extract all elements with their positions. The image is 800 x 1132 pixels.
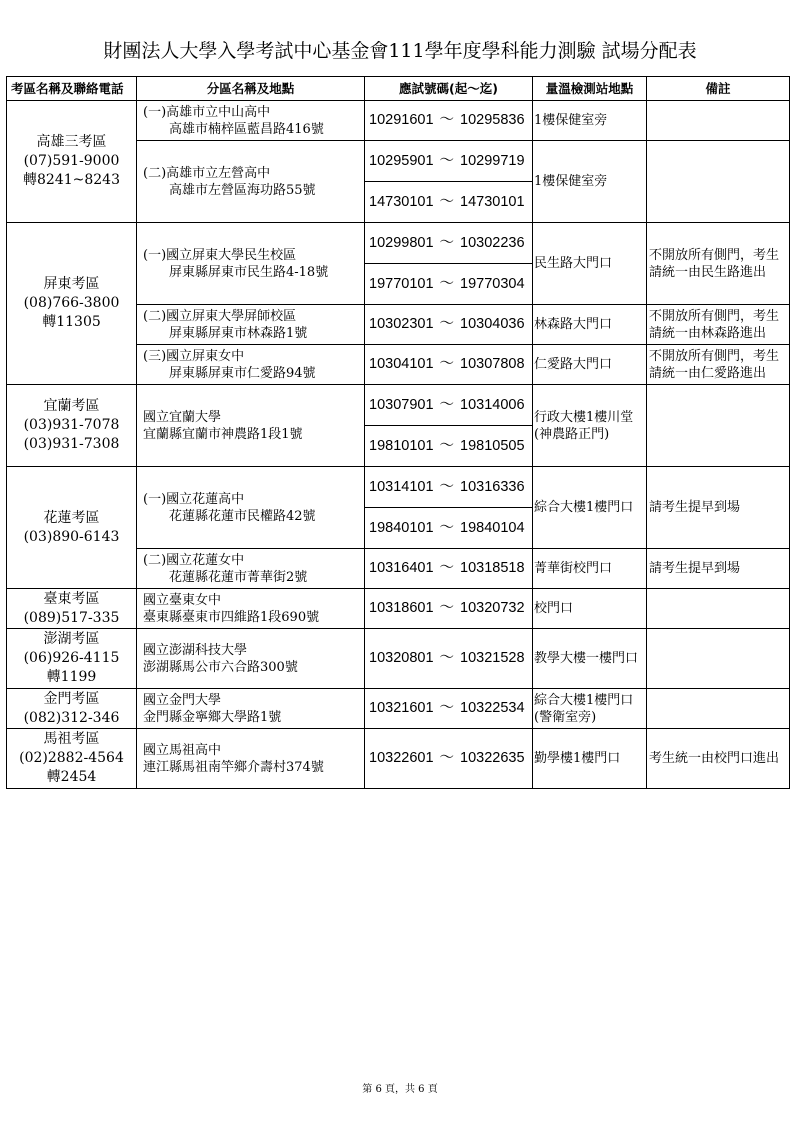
temp-station-cell xyxy=(533,305,647,345)
note-line: 不開放所有側門，考生 xyxy=(649,247,780,263)
temp-station-cell xyxy=(533,385,647,467)
site-name: 國立金門大學 xyxy=(143,692,222,708)
area-ext: 轉2454 xyxy=(46,769,97,785)
range-tilde: ～ xyxy=(439,600,455,616)
temp-station: 1樓保健室旁 xyxy=(534,174,608,189)
table-row xyxy=(7,385,790,426)
range-cell xyxy=(365,689,533,729)
range-cell xyxy=(365,141,533,182)
area-phone: (08)766-3800 xyxy=(23,295,120,311)
table-row xyxy=(7,589,790,629)
temp-station-cell xyxy=(533,101,647,141)
range-tilde: ～ xyxy=(439,478,455,495)
area-cell xyxy=(7,729,137,789)
site-address: 屏東縣屏東市民生路4-18號 xyxy=(169,264,329,280)
range-cell xyxy=(365,467,533,508)
site-name: (二)國立花蓮女中 xyxy=(143,552,245,568)
range-cell xyxy=(365,508,533,549)
range-end: 19840104 xyxy=(460,519,525,536)
temp-station-cell xyxy=(533,629,647,689)
range-tilde: ～ xyxy=(439,700,455,716)
range-tilde: ～ xyxy=(439,650,455,666)
area-name: 臺東考區 xyxy=(43,590,100,607)
area-ext: 轉1199 xyxy=(46,669,97,685)
range-tilde: ～ xyxy=(439,234,455,251)
area-phone: (07)591-9000 xyxy=(23,153,120,169)
range-tilde: ～ xyxy=(439,112,455,128)
range-end: 10322534 xyxy=(460,700,525,716)
table-row xyxy=(7,629,790,689)
temp-station-cell xyxy=(533,223,647,305)
area-name: 宜蘭考區 xyxy=(43,398,100,414)
area-cell xyxy=(7,467,137,589)
area-name: 屏東考區 xyxy=(43,276,100,292)
temp-station: 行政大樓1樓川堂 xyxy=(534,409,634,425)
area-name: 高雄三考區 xyxy=(36,134,107,150)
table-row xyxy=(7,729,790,789)
temp-station: 仁愛路大門口 xyxy=(534,357,613,372)
site-address: 花蓮縣花蓮市民權路42號 xyxy=(169,508,316,524)
site-cell xyxy=(137,629,365,689)
site-address: 臺東縣臺東市四維路1段690號 xyxy=(143,609,320,625)
site-name: 國立臺東女中 xyxy=(143,592,222,608)
temp-station-cell xyxy=(533,589,647,629)
range-tilde: ～ xyxy=(439,316,455,332)
site-address: 連江縣馬祖南竿鄉介壽村374號 xyxy=(143,759,324,775)
table-row xyxy=(7,689,790,729)
temp-station-cell xyxy=(533,345,647,385)
area-cell xyxy=(7,589,137,629)
area-phone: (089)517-335 xyxy=(23,609,120,626)
range-tilde: ～ xyxy=(439,519,455,536)
note-cell xyxy=(647,689,790,729)
area-ext: 轉11305 xyxy=(42,314,101,330)
site-name: (二)國立屏東大學屏師校區 xyxy=(143,308,297,324)
site-cell xyxy=(137,345,365,385)
range-start: 10321601 xyxy=(369,700,434,716)
range-cell xyxy=(365,549,533,589)
site-name: 國立宜蘭大學 xyxy=(143,409,222,425)
range-end: 14730101 xyxy=(460,193,525,210)
area-ext: 轉8241~8243 xyxy=(23,172,120,188)
range-start: 10291601 xyxy=(369,112,434,128)
area-name: 馬祖考區 xyxy=(43,731,100,747)
range-cell xyxy=(365,629,533,689)
range-end: 10321528 xyxy=(460,650,525,666)
range-start: 10302301 xyxy=(369,316,434,332)
temp-station-sub: (神農路正門) xyxy=(534,426,610,442)
range-start: 10299801 xyxy=(369,234,434,251)
range-end: 10314006 xyxy=(460,396,525,413)
range-tilde: ～ xyxy=(439,152,455,169)
site-name: (二)高雄市立左營高中 xyxy=(143,165,271,181)
range-start: 10318601 xyxy=(369,600,434,616)
range-cell xyxy=(365,345,533,385)
site-address: 高雄市楠梓區藍昌路416號 xyxy=(169,121,324,137)
temp-station: 綜合大樓1樓門口 xyxy=(534,500,634,515)
range-start: 19770101 xyxy=(369,275,434,292)
range-start: 10307901 xyxy=(369,396,434,413)
range-start: 19840101 xyxy=(369,519,434,536)
site-cell xyxy=(137,223,365,305)
range-end: 19770304 xyxy=(460,275,525,292)
range-tilde: ～ xyxy=(439,560,455,576)
note-cell xyxy=(647,141,790,223)
temp-station-cell xyxy=(533,141,647,223)
note-cell xyxy=(647,729,790,789)
range-tilde: ～ xyxy=(439,193,455,210)
range-start: 14730101 xyxy=(369,193,434,210)
site-address: 宜蘭縣宜蘭市神農路1段1號 xyxy=(143,426,303,442)
note-cell xyxy=(647,385,790,467)
range-tilde: ～ xyxy=(439,437,455,454)
area-phone: (06)926-4115 xyxy=(23,650,120,666)
range-end: 10316336 xyxy=(460,478,525,495)
header-range: 應試號碼(起～迄) xyxy=(365,77,533,101)
note-cell xyxy=(647,101,790,141)
site-name: 國立澎湖科技大學 xyxy=(143,642,248,658)
note-line: 不開放所有側門，考生 xyxy=(649,348,780,364)
range-end: 10318518 xyxy=(460,560,525,576)
temp-station: 林森路大門口 xyxy=(534,317,613,332)
note-line: 請統一由仁愛路進出 xyxy=(649,365,767,381)
site-name: (三)國立屏東女中 xyxy=(143,348,245,364)
range-cell xyxy=(365,305,533,345)
site-address: 金門縣金寧鄉大學路1號 xyxy=(143,709,282,725)
note-cell xyxy=(647,223,790,305)
area-name: 花蓮考區 xyxy=(43,509,100,526)
range-cell xyxy=(365,182,533,223)
range-start: 10295901 xyxy=(369,152,434,169)
site-name: 國立馬祖高中 xyxy=(143,742,222,758)
temp-station-cell xyxy=(533,549,647,589)
note-cell xyxy=(647,305,790,345)
range-cell xyxy=(365,729,533,789)
header-temp-station: 量溫檢測站地點 xyxy=(533,77,647,101)
range-end: 10304036 xyxy=(460,316,525,332)
range-cell xyxy=(365,101,533,141)
range-end: 10299719 xyxy=(460,152,525,169)
note-cell xyxy=(647,467,790,549)
range-end: 10295836 xyxy=(460,112,525,128)
area-cell xyxy=(7,385,137,467)
page-title: 財團法人大學入學考試中心基金會111學年度學科能力測驗 試場分配表 xyxy=(103,40,697,62)
header-site: 分區名稱及地點 xyxy=(137,77,365,101)
range-end: 10320732 xyxy=(460,600,525,616)
table-row xyxy=(7,223,790,264)
site-cell xyxy=(137,589,365,629)
site-address: 高雄市左營區海功路55號 xyxy=(169,182,316,198)
note-line: 不開放所有側門，考生 xyxy=(649,308,780,324)
note-cell xyxy=(647,629,790,689)
temp-station: 校門口 xyxy=(534,601,574,616)
note-cell xyxy=(647,589,790,629)
area-cell xyxy=(7,689,137,729)
site-address: 屏東縣屏東市林森路1號 xyxy=(169,325,308,341)
note-line: 考生統一由校門口進出 xyxy=(649,751,780,766)
range-end: 10322635 xyxy=(460,750,525,766)
range-end: 10302236 xyxy=(460,234,525,251)
header-area: 考區名稱及聯絡電話 xyxy=(7,77,137,101)
range-start: 10322601 xyxy=(369,750,434,766)
range-tilde: ～ xyxy=(439,396,455,413)
note-line: 請考生提早到場 xyxy=(649,500,741,515)
site-cell xyxy=(137,729,365,789)
range-start: 10320801 xyxy=(369,650,434,666)
table-row xyxy=(7,101,790,141)
site-name: (一)高雄市立中山高中 xyxy=(143,104,271,120)
area-phone: (03)890-6143 xyxy=(23,528,120,545)
range-cell xyxy=(365,385,533,426)
exam-site-table xyxy=(6,76,790,789)
temp-station: 教學大樓一樓門口 xyxy=(534,651,639,666)
range-tilde: ～ xyxy=(439,356,455,372)
site-address: 花蓮縣花蓮市菁華街2號 xyxy=(169,569,308,585)
header-notes: 備註 xyxy=(647,77,790,101)
temp-station: 菁華街校門口 xyxy=(534,561,613,576)
range-start: 10316401 xyxy=(369,560,434,576)
area-name: 金門考區 xyxy=(43,690,100,707)
area-name: 澎湖考區 xyxy=(43,631,100,647)
note-line: 請統一由林森路進出 xyxy=(649,325,767,341)
page-footer: 第 6 頁，共 6 頁 xyxy=(362,1084,438,1095)
site-name: (一)國立花蓮高中 xyxy=(143,491,245,507)
temp-station: 勤學樓1樓門口 xyxy=(534,751,621,766)
range-start: 19810101 xyxy=(369,437,434,454)
temp-station: 1樓保健室旁 xyxy=(534,113,608,128)
range-cell xyxy=(365,589,533,629)
table-row xyxy=(7,467,790,508)
area-cell xyxy=(7,223,137,385)
range-start: 10314101 xyxy=(369,478,434,495)
site-cell xyxy=(137,101,365,141)
area-phone: (082)312-346 xyxy=(23,709,120,726)
site-cell xyxy=(137,689,365,729)
range-tilde: ～ xyxy=(439,750,455,766)
area-ext: (03)931-7308 xyxy=(23,436,120,452)
site-cell xyxy=(137,305,365,345)
range-end: 10307808 xyxy=(460,356,525,372)
range-cell xyxy=(365,264,533,305)
site-cell xyxy=(137,385,365,467)
site-cell xyxy=(137,141,365,223)
area-phone: (02)2882-4564 xyxy=(19,750,124,766)
range-end: 19810505 xyxy=(460,437,525,454)
site-address: 澎湖縣馬公市六合路300號 xyxy=(143,659,298,675)
site-cell xyxy=(137,549,365,589)
note-line: 請統一由民生路進出 xyxy=(649,264,767,280)
temp-station-cell xyxy=(533,689,647,729)
note-cell xyxy=(647,549,790,589)
area-phone: (03)931-7078 xyxy=(23,417,120,433)
range-tilde: ～ xyxy=(439,275,455,292)
area-cell xyxy=(7,629,137,689)
area-cell xyxy=(7,101,137,223)
range-cell xyxy=(365,223,533,264)
site-address: 屏東縣屏東市仁愛路94號 xyxy=(169,365,316,381)
site-name: (一)國立屏東大學民生校區 xyxy=(143,247,297,263)
temp-station-sub: (警衛室旁) xyxy=(534,709,597,725)
note-cell xyxy=(647,345,790,385)
table-header-row xyxy=(7,77,790,101)
temp-station-cell xyxy=(533,467,647,549)
site-cell xyxy=(137,467,365,549)
temp-station: 民生路大門口 xyxy=(534,256,613,271)
range-start: 10304101 xyxy=(369,356,434,372)
range-cell xyxy=(365,426,533,467)
note-line: 請考生提早到場 xyxy=(649,561,741,576)
temp-station-cell xyxy=(533,729,647,789)
temp-station: 綜合大樓1樓門口 xyxy=(534,692,634,708)
